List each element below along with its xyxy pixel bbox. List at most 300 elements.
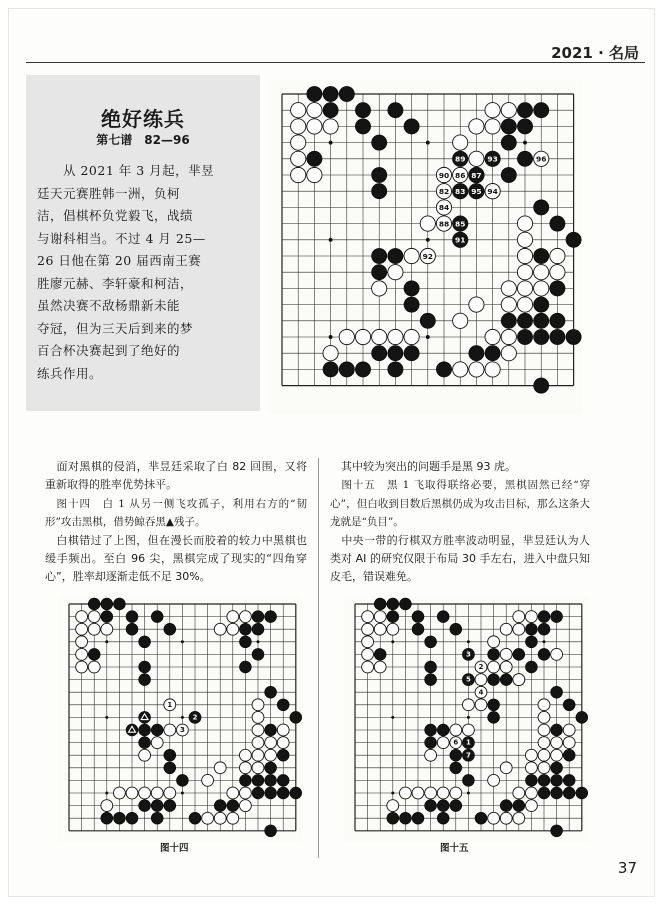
white-stone — [239, 787, 251, 799]
white-stone — [323, 119, 338, 134]
star-point — [467, 791, 470, 794]
black-stone — [139, 724, 151, 736]
move-number: 93 — [487, 154, 498, 164]
black-stone — [538, 623, 550, 635]
black-stone — [462, 774, 474, 786]
column-divider — [318, 458, 319, 858]
black-stone — [412, 623, 424, 635]
intro-line: 胜廖元赫、李轩豪和柯洁， — [37, 275, 194, 291]
black-stone — [139, 800, 151, 812]
white-stone — [551, 737, 563, 749]
black-stone — [450, 800, 462, 812]
white-stone — [534, 265, 549, 280]
move-number: 7 — [465, 751, 471, 760]
white-stone — [538, 711, 550, 723]
intro-line: 练兵作用。 — [37, 365, 103, 381]
intro-line: 虽然决赛不敌杨鼎新未能 — [37, 298, 181, 313]
black-stone — [488, 699, 500, 711]
black-stone — [517, 103, 532, 118]
black-stone — [551, 686, 563, 698]
white-stone — [252, 762, 264, 774]
white-stone — [227, 611, 239, 623]
black-stone — [551, 762, 563, 774]
black-stone — [538, 787, 550, 799]
white-stone — [388, 329, 403, 344]
white-stone — [485, 362, 500, 377]
black-stone — [265, 762, 277, 774]
black-stone — [501, 135, 516, 150]
move-number: 1 — [465, 738, 471, 747]
white-stone — [291, 103, 306, 118]
black-stone — [550, 281, 565, 296]
star-point — [426, 238, 430, 242]
black-stone — [387, 611, 399, 623]
star-point — [391, 716, 394, 719]
white-stone — [412, 787, 424, 799]
white-stone — [462, 724, 474, 736]
black-stone — [164, 800, 176, 812]
black-stone — [525, 774, 537, 786]
black-stone — [517, 329, 532, 344]
white-stone — [425, 787, 437, 799]
black-stone — [290, 711, 302, 723]
white-stone — [437, 787, 449, 799]
white-stone — [462, 699, 474, 711]
black-stone — [339, 362, 354, 377]
white-stone — [151, 737, 163, 749]
star-point — [542, 640, 545, 643]
white-stone — [164, 724, 176, 736]
black-stone — [450, 623, 462, 635]
black-stone — [372, 346, 387, 361]
white-stone — [500, 623, 512, 635]
white-stone — [488, 636, 500, 648]
black-stone — [189, 812, 201, 824]
black-stone — [500, 800, 512, 812]
black-stone — [566, 232, 581, 247]
star-point — [256, 640, 259, 643]
move-number: 91 — [455, 235, 466, 245]
black-stone — [277, 699, 289, 711]
white-stone — [139, 749, 151, 761]
black-stone — [388, 103, 403, 118]
white-stone — [513, 623, 525, 635]
black-stone — [425, 636, 437, 648]
black-stone — [239, 623, 251, 635]
black-stone — [88, 648, 100, 660]
white-stone — [534, 281, 549, 296]
move-number: 1 — [167, 700, 173, 709]
white-stone — [525, 749, 537, 761]
white-stone — [538, 699, 550, 711]
move-number: 90 — [438, 170, 450, 180]
white-stone — [291, 135, 306, 150]
black-stone — [538, 611, 550, 623]
white-stone — [372, 329, 387, 344]
white-stone — [113, 787, 125, 799]
intro-line: 百合杯决赛起到了绝好的 — [37, 343, 181, 358]
white-stone — [76, 611, 88, 623]
white-stone — [501, 346, 516, 361]
black-stone — [126, 623, 138, 635]
black-stone — [404, 346, 419, 361]
go-board-figure-15 — [344, 596, 588, 842]
black-stone — [475, 812, 487, 824]
black-stone — [176, 774, 188, 786]
intro-text — [37, 160, 251, 385]
black-stone — [551, 825, 563, 837]
black-stone — [576, 787, 588, 799]
white-stone — [252, 737, 264, 749]
white-stone — [500, 648, 512, 660]
black-stone — [412, 611, 424, 623]
black-stone — [252, 774, 264, 786]
black-stone — [534, 103, 549, 118]
figure-15-caption: 图十五 — [440, 843, 469, 854]
white-stone — [265, 749, 277, 761]
move-number: 6 — [453, 738, 459, 747]
white-stone — [239, 749, 251, 761]
star-point — [329, 238, 333, 242]
black-stone — [388, 362, 403, 377]
move-number: 2 — [192, 713, 198, 722]
white-stone — [277, 737, 289, 749]
black-stone — [388, 248, 403, 263]
black-stone — [374, 598, 386, 610]
black-stone — [469, 346, 484, 361]
black-stone — [139, 661, 151, 673]
intro-line: 夺冠，但为三天后到来的梦 — [37, 320, 194, 336]
white-stone — [513, 611, 525, 623]
white-stone — [291, 119, 306, 134]
white-stone — [88, 661, 100, 673]
move-number: 88 — [438, 219, 450, 229]
white-stone — [517, 232, 532, 247]
white-stone — [475, 674, 487, 686]
page-number: 37 — [617, 859, 637, 877]
paragraph: 中央一带的行棋双方胜率波动明显，芈昱廷认为人类对 AI 的研究仅限于布局 30 手左右，进入中盘只知皮毛，错误难免。 — [330, 533, 590, 584]
white-stone — [563, 724, 575, 736]
white-stone — [517, 281, 532, 296]
move-number: 92 — [422, 251, 433, 261]
white-stone — [501, 297, 516, 312]
star-point — [467, 716, 470, 719]
black-stone — [139, 674, 151, 686]
black-stone — [139, 737, 151, 749]
move-number: 87 — [471, 170, 482, 180]
black-stone — [265, 611, 277, 623]
white-stone — [488, 661, 500, 673]
star-point — [523, 141, 527, 145]
black-stone — [437, 800, 449, 812]
paragraph: 其中较为突出的问题手是黑 93 虎。 — [330, 460, 516, 473]
white-stone — [513, 674, 525, 686]
header-rule — [26, 62, 645, 63]
white-stone — [227, 623, 239, 635]
black-stone — [252, 611, 264, 623]
black-stone — [101, 812, 113, 824]
black-stone — [534, 313, 549, 328]
move-number: 96 — [536, 154, 547, 164]
black-stone — [399, 598, 411, 610]
black-stone — [525, 661, 537, 673]
white-stone — [307, 167, 322, 182]
black-stone — [290, 787, 302, 799]
white-stone — [362, 623, 374, 635]
white-stone — [101, 623, 113, 635]
star-point — [181, 640, 184, 643]
white-stone — [488, 774, 500, 786]
white-stone — [139, 787, 151, 799]
white-stone — [469, 362, 484, 377]
black-stone — [437, 812, 449, 824]
go-board-figure-14 — [58, 596, 302, 842]
white-stone — [372, 281, 387, 296]
white-stone — [551, 648, 563, 660]
white-stone — [500, 661, 512, 673]
white-stone — [485, 329, 500, 344]
black-stone — [425, 737, 437, 749]
black-stone — [214, 800, 226, 812]
white-stone — [355, 329, 370, 344]
white-stone — [76, 623, 88, 635]
white-stone — [538, 749, 550, 761]
white-stone — [88, 611, 100, 623]
white-stone — [339, 329, 354, 344]
white-stone — [323, 346, 338, 361]
move-number: 94 — [487, 186, 498, 196]
white-stone — [227, 812, 239, 824]
black-stone — [425, 661, 437, 673]
white-stone — [538, 737, 550, 749]
black-stone — [151, 724, 163, 736]
article-subtitle: 第七谱 82—96 — [96, 133, 190, 147]
black-stone — [551, 787, 563, 799]
black-stone — [488, 711, 500, 723]
move-number: 5 — [465, 675, 471, 684]
black-stone — [501, 313, 516, 328]
white-stone — [202, 812, 214, 824]
black-stone — [550, 313, 565, 328]
black-stone — [323, 362, 338, 377]
intro-line: 与谢科相当。不过 4 月 25— — [37, 230, 206, 246]
white-stone — [387, 800, 399, 812]
black-stone — [164, 623, 176, 635]
white-stone — [374, 661, 386, 673]
star-point — [329, 141, 333, 145]
white-stone — [362, 611, 374, 623]
white-stone — [551, 749, 563, 761]
black-stone — [265, 686, 277, 698]
black-stone — [501, 119, 516, 134]
white-stone — [550, 265, 565, 280]
black-stone — [576, 711, 588, 723]
black-stone — [239, 661, 251, 673]
black-stone — [525, 636, 537, 648]
white-stone — [151, 787, 163, 799]
right-column-text — [330, 458, 590, 587]
white-stone — [501, 329, 516, 344]
white-stone — [239, 762, 251, 774]
white-stone — [525, 800, 537, 812]
white-stone — [88, 623, 100, 635]
white-stone — [513, 812, 525, 824]
black-stone — [355, 119, 370, 134]
intro-line: 26 日他在第 20 届西南王赛 — [37, 253, 202, 268]
white-stone — [475, 699, 487, 711]
black-stone — [534, 200, 549, 215]
intro-line: 廷天元赛胜韩一洲，负柯 — [37, 185, 181, 201]
star-point — [105, 791, 108, 794]
black-stone — [563, 774, 575, 786]
white-stone — [450, 724, 462, 736]
black-stone — [404, 119, 419, 134]
black-stone — [372, 167, 387, 182]
white-stone — [291, 167, 306, 182]
white-stone — [362, 648, 374, 660]
white-stone — [252, 699, 264, 711]
star-point — [467, 640, 470, 643]
move-number: 85 — [455, 219, 466, 229]
black-stone — [517, 313, 532, 328]
white-stone — [550, 248, 565, 263]
white-stone — [307, 103, 322, 118]
white-stone — [525, 787, 537, 799]
black-stone — [450, 762, 462, 774]
page-header: 2021 · 名局 — [551, 44, 639, 62]
white-stone — [239, 800, 251, 812]
move-number: 82 — [438, 186, 450, 196]
black-stone — [101, 598, 113, 610]
black-stone — [88, 598, 100, 610]
black-stone — [534, 378, 549, 393]
black-stone — [277, 774, 289, 786]
white-stone — [374, 623, 386, 635]
white-stone — [453, 135, 468, 150]
black-stone — [277, 787, 289, 799]
black-stone — [252, 623, 264, 635]
black-stone — [126, 812, 138, 824]
black-stone — [488, 674, 500, 686]
black-stone — [388, 346, 403, 361]
white-stone — [388, 265, 403, 280]
white-stone — [374, 611, 386, 623]
white-stone — [101, 800, 113, 812]
black-stone — [323, 86, 338, 101]
black-stone — [551, 774, 563, 786]
white-stone — [214, 623, 226, 635]
white-stone — [485, 119, 500, 134]
white-stone — [517, 216, 532, 231]
star-point — [391, 640, 394, 643]
white-stone — [469, 151, 484, 166]
black-stone — [404, 281, 419, 296]
white-stone — [239, 611, 251, 623]
black-stone — [265, 787, 277, 799]
left-column-text — [45, 458, 307, 587]
paragraph: 面对黑棋的侵消，芈昱廷采取了白 82 回围，又将重新取得的胜率优势抹平。 — [45, 460, 307, 492]
black-stone — [550, 216, 565, 231]
intro-line: 洁，倡棋杯负党毅飞，战绩 — [37, 208, 194, 223]
black-stone — [404, 297, 419, 312]
black-stone — [525, 623, 537, 635]
star-point — [426, 141, 430, 145]
white-stone — [525, 762, 537, 774]
white-stone — [453, 313, 468, 328]
white-stone — [362, 661, 374, 673]
black-stone — [538, 774, 550, 786]
black-stone — [372, 184, 387, 199]
star-point — [181, 716, 184, 719]
black-stone — [387, 812, 399, 824]
white-stone — [76, 661, 88, 673]
white-stone — [387, 623, 399, 635]
white-stone — [469, 119, 484, 134]
move-number: 3 — [179, 726, 185, 735]
black-stone — [239, 636, 251, 648]
figure-note: 图十四 白 1 从另一侧飞攻孤子，利用右方的“韧形”攻击黑棋，借势鲸吞黑▲残子。 — [45, 497, 307, 529]
white-stone — [425, 749, 437, 761]
black-stone — [534, 297, 549, 312]
black-stone — [513, 648, 525, 660]
black-stone — [437, 611, 449, 623]
star-point — [105, 716, 108, 719]
white-stone — [563, 737, 575, 749]
move-number: 83 — [455, 186, 466, 196]
black-stone — [139, 636, 151, 648]
white-stone — [252, 749, 264, 761]
black-stone — [113, 812, 125, 824]
star-point — [426, 335, 430, 339]
black-stone — [374, 648, 386, 660]
go-board-main — [268, 80, 582, 414]
figure-note: 图十五 黑 1 飞取得联络必要，黑棋固然已经“穿心”，但白收到目数后黑棋仍成为攻击目标，那么这条大龙就是“负目”。 — [330, 479, 590, 529]
black-stone — [450, 749, 462, 761]
move-number: 95 — [471, 186, 482, 196]
black-stone — [534, 248, 549, 263]
white-stone — [420, 216, 435, 231]
black-stone — [420, 313, 435, 328]
black-stone — [387, 598, 399, 610]
black-stone — [126, 611, 138, 623]
white-stone — [277, 724, 289, 736]
move-number: 89 — [455, 154, 466, 164]
white-stone — [501, 103, 516, 118]
white-stone — [450, 787, 462, 799]
black-stone — [566, 329, 581, 344]
black-stone — [372, 248, 387, 263]
white-stone — [76, 648, 88, 660]
white-stone — [538, 724, 550, 736]
black-stone — [164, 762, 176, 774]
white-stone — [164, 787, 176, 799]
white-stone — [501, 281, 516, 296]
black-stone — [355, 362, 370, 377]
white-stone — [214, 762, 226, 774]
figure-14-caption: 图十四 — [160, 843, 189, 854]
black-stone — [485, 346, 500, 361]
white-stone — [252, 724, 264, 736]
white-stone — [291, 151, 306, 166]
black-stone — [399, 812, 411, 824]
black-stone — [551, 611, 563, 623]
black-stone — [517, 119, 532, 134]
black-stone — [425, 674, 437, 686]
black-stone — [501, 167, 516, 182]
black-stone — [372, 265, 387, 280]
article-title: 绝好练兵 — [101, 107, 185, 131]
white-stone — [126, 787, 138, 799]
